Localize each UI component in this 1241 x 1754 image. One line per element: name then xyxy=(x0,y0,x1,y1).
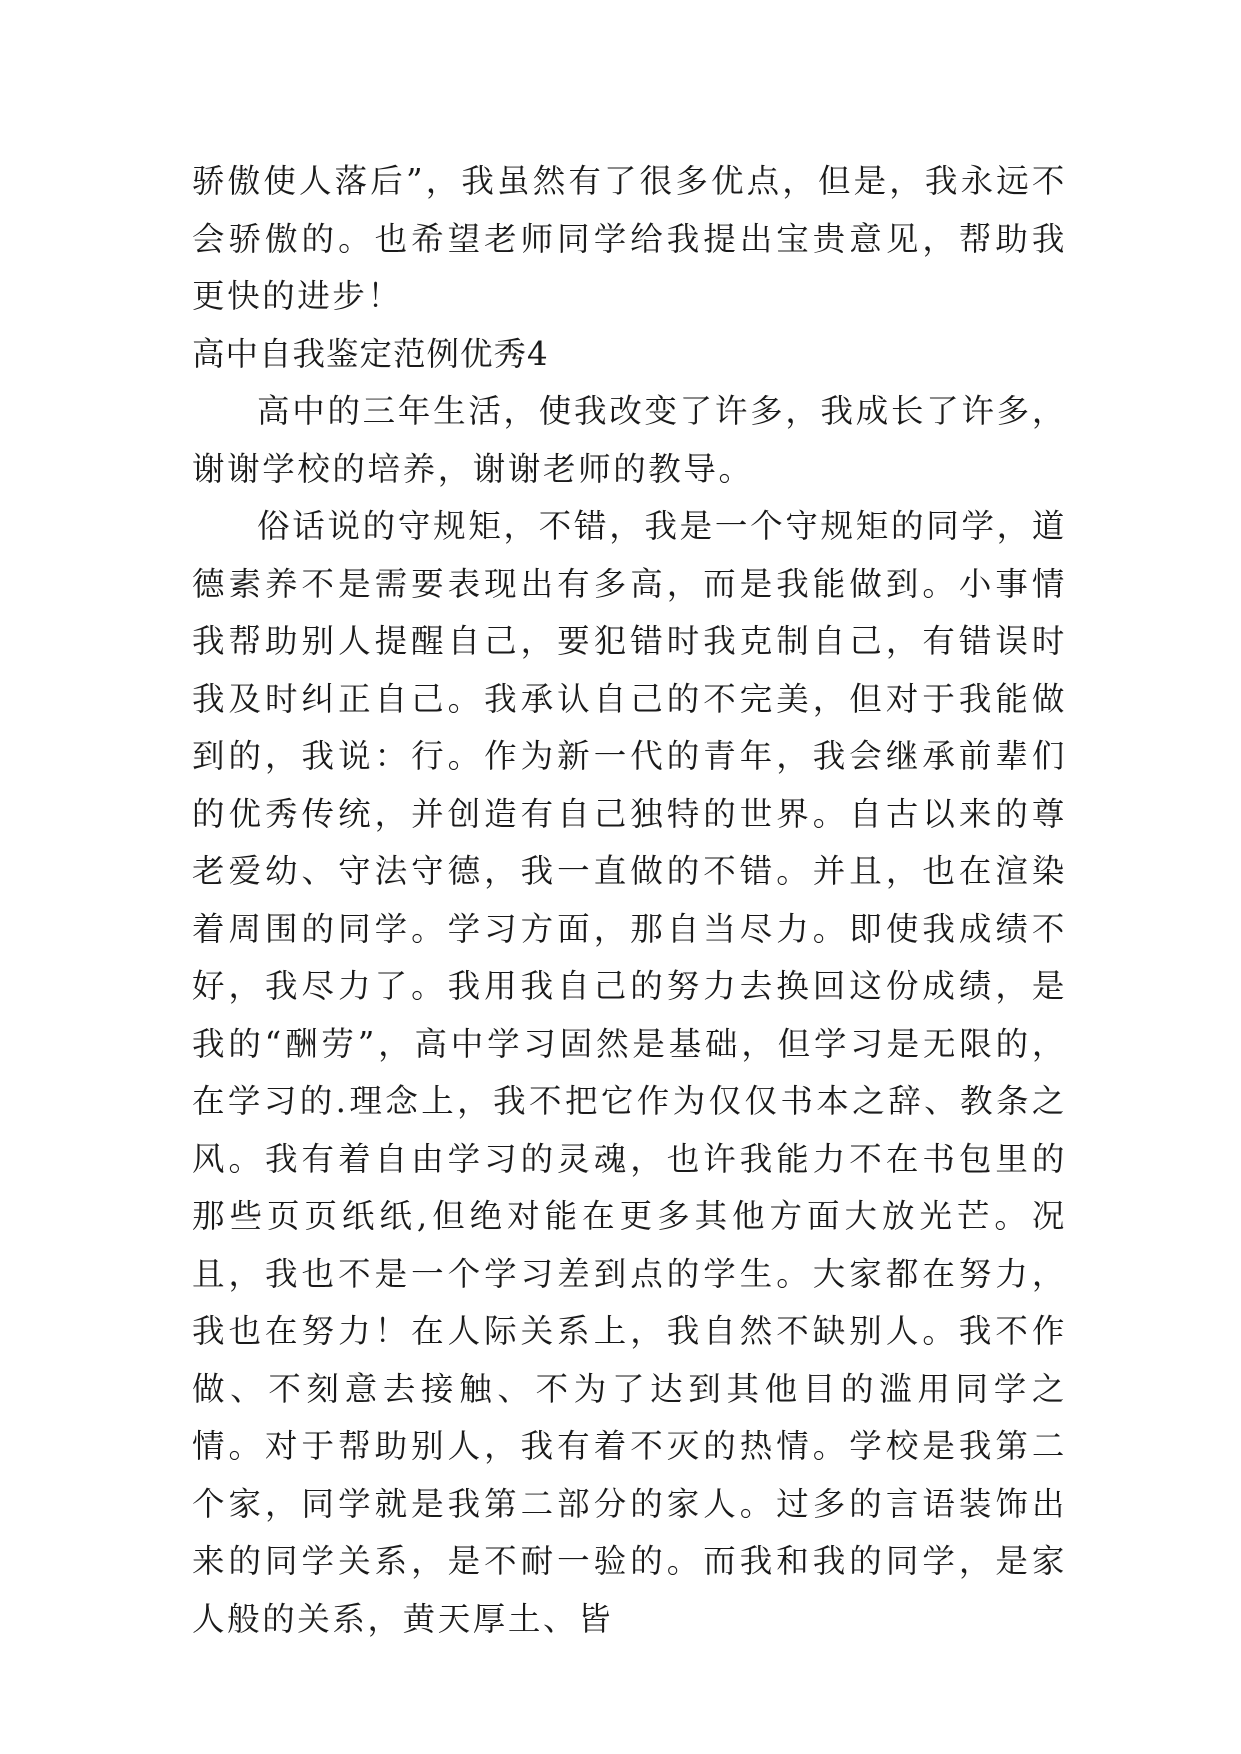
section-heading: 高中自我鉴定范例优秀4 xyxy=(192,334,549,373)
paragraph-continuation: 骄傲使人落后”，我虽然有了很多优点，但是，我永远不会骄傲的。也希望老师同学给我提出宝贵意见，帮助我更快的进步！ xyxy=(192,162,1067,315)
paragraph-main: 俗话说的守规矩，不错，我是一个守规矩的同学，道德素养不是需要表现出有多高，而是我能做到。小事情我帮助别人提醒自己，要犯错时我克制自己，有错误时我及时纠正自己。我承认自己的不完美，但对于我能做到的，我说：行。作为新一代的青年，我会继承前辈们的优秀传统，并创造有自己独特的世界。自古以来的尊老爱幼、守法守德，我一直做的不错。并且，也在渲染着周围的同学。学习方面，那自当尽力。即使我成绩不好，我尽力了。我用我自己的努力去换回这份成绩，是我的“酬劳”，高中学习固然是基础，但学习是无限的，在学习的.理念上，我不把它作为仅仅书本之辞、教条之风。我有着自由学习的灵魂，也许我能力不在书包里的那些页页纸纸,但绝对能在更多其他方面大放光芒。况且，我也不是一个学习差到点的学生。大家都在努力，我也在努力！在人际关系上，我自然不缺别人。我不作做、不刻意去接触、不为了达到其他目的滥用同学之情。对于帮助别人，我有着不灭的热情。学校是我第二个家，同学就是我第二部分的家人。过多的言语装饰出来的同学关系，是不耐一验的。而我和我的同学，是家人般的关系，黄天厚土、皆 xyxy=(192,507,1067,1638)
paragraph-intro: 高中的三年生活，使我改变了许多，我成长了许多，谢谢学校的培养，谢谢老师的教导。 xyxy=(192,392,1067,488)
document-body xyxy=(192,153,1067,1648)
